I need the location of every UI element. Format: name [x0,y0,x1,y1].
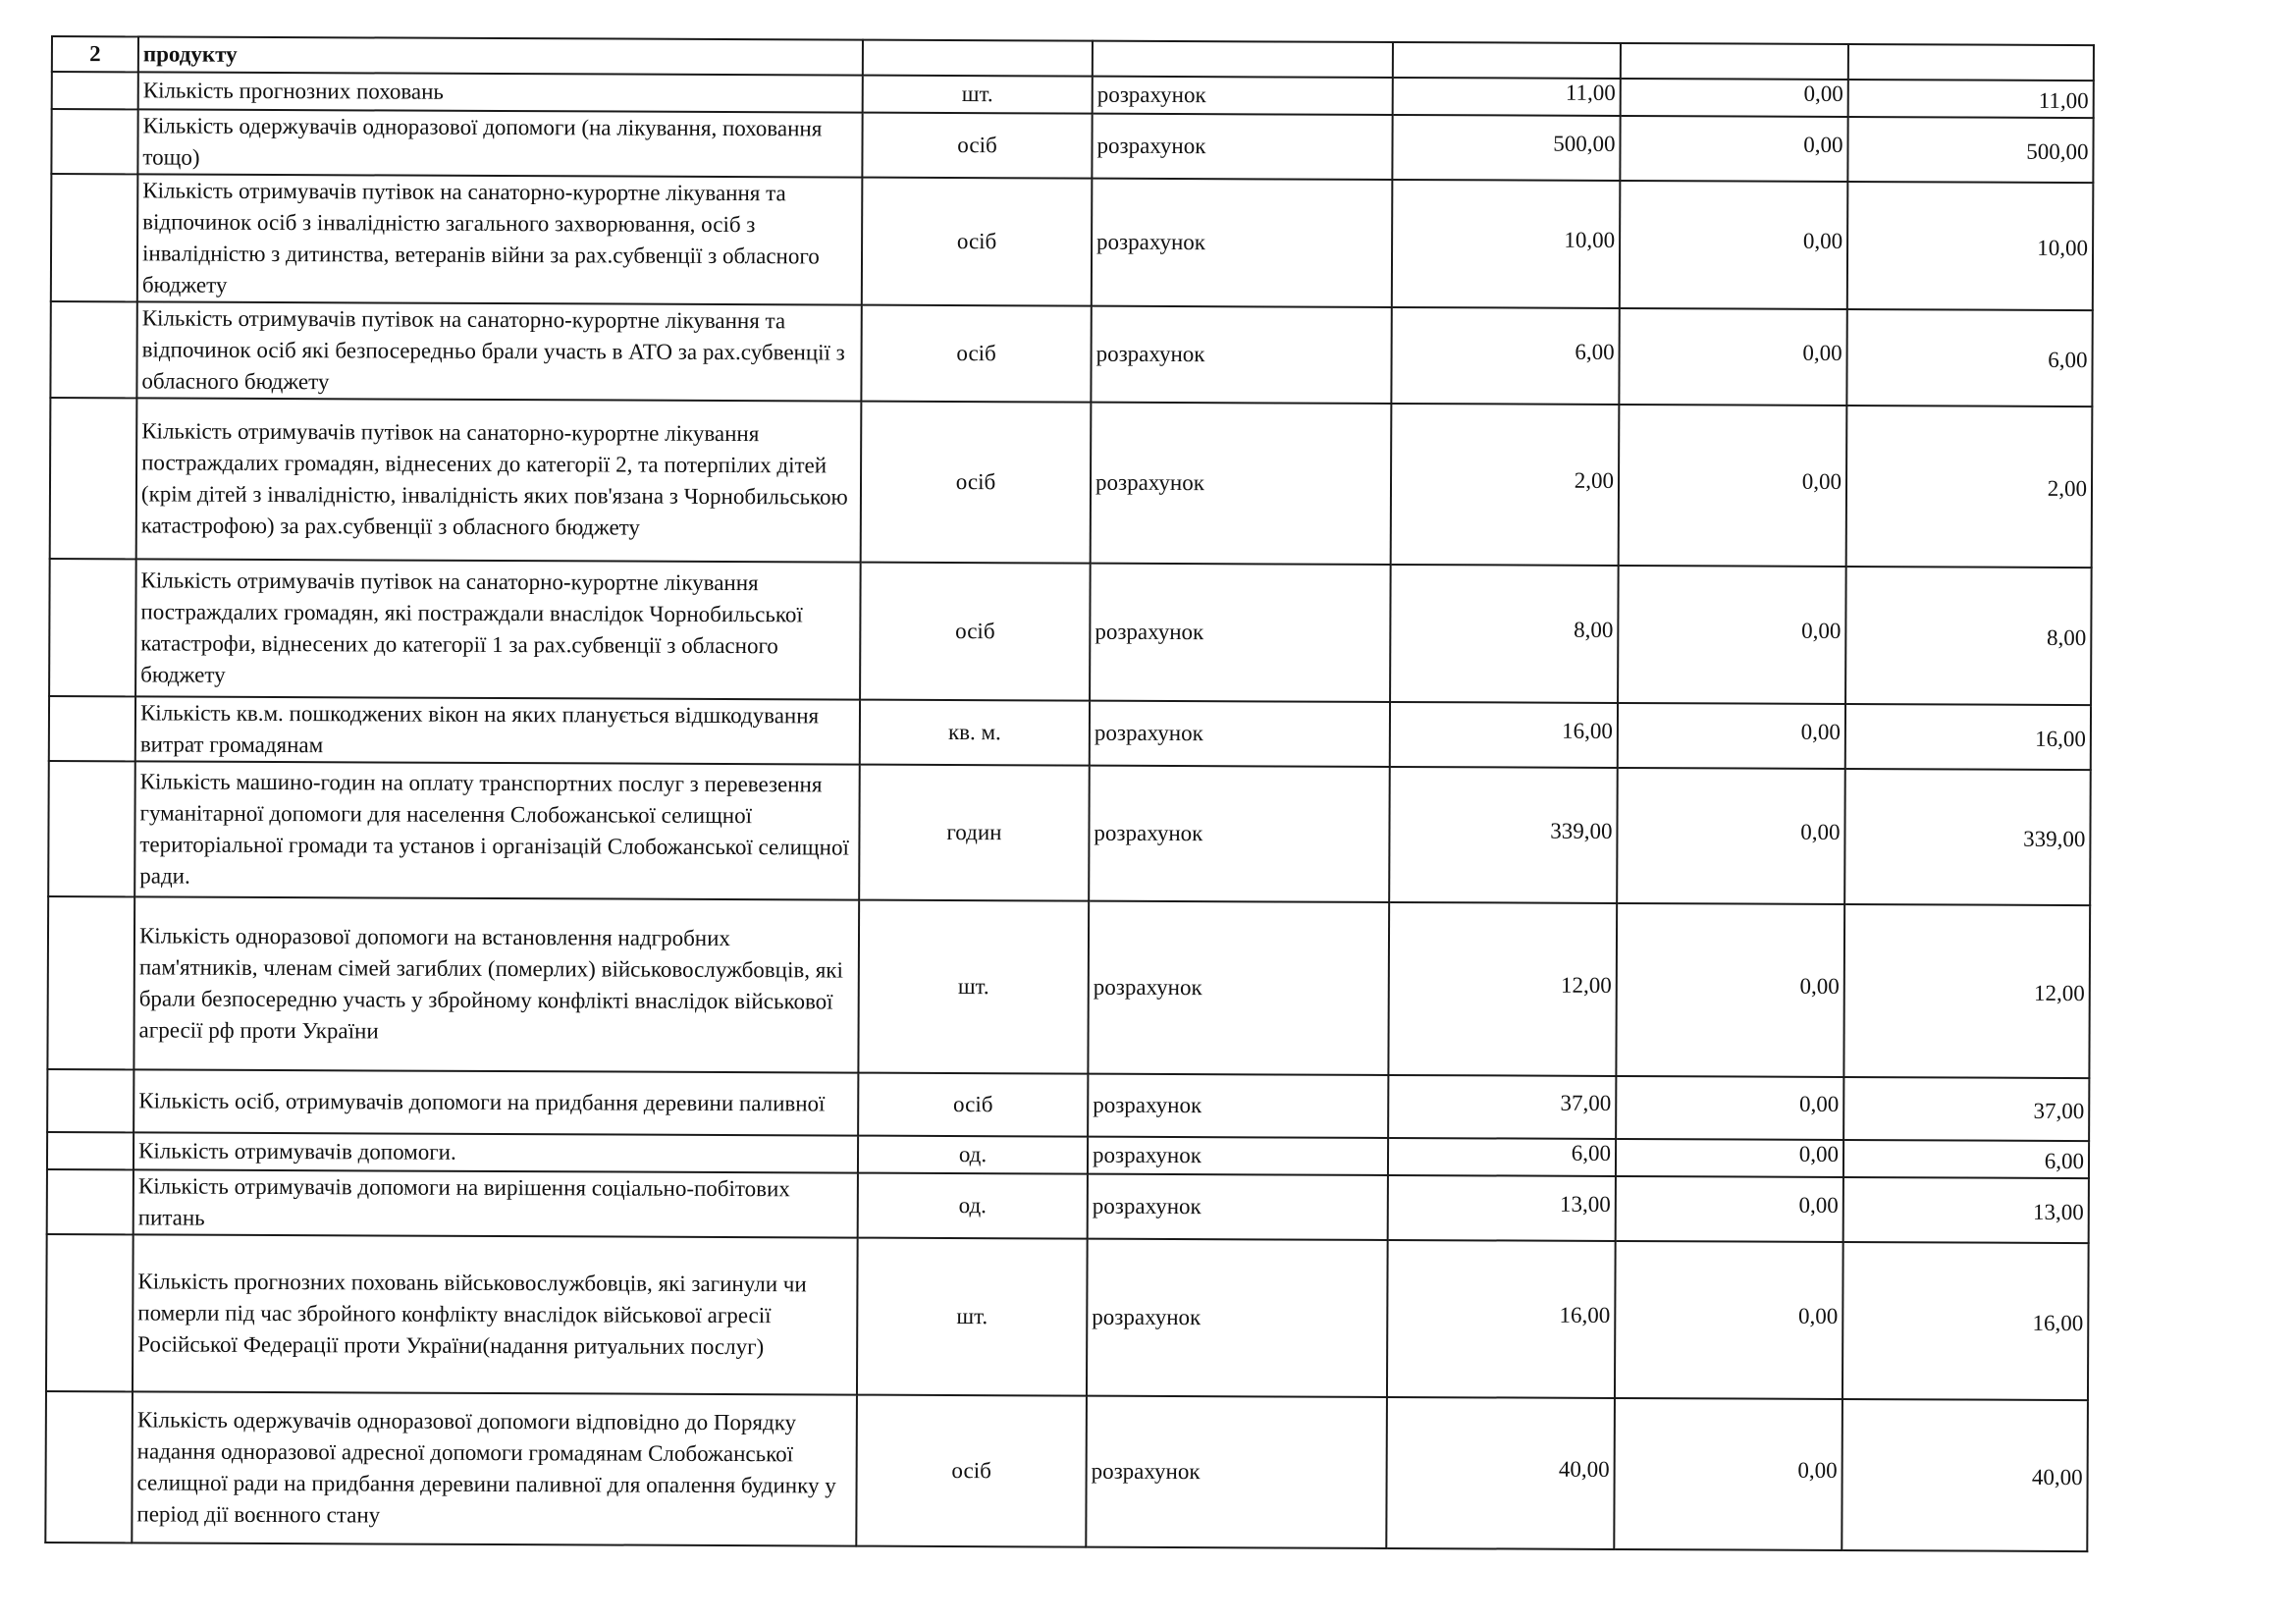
data-source: розрахунок [1087,1239,1388,1397]
empty-cell [863,40,1093,77]
value-general-fund-text: 37,00 [1560,1090,1612,1115]
value-general-fund [1388,1075,1616,1139]
row-number-cell [47,1069,133,1132]
value-special-fund-text: 0,00 [1800,819,1841,844]
data-source: розрахунок [1088,1074,1388,1138]
indicator-name: Кількість осіб, отримувачів допомоги на придбання деревини паливної [133,1069,858,1135]
indicator-name: Кількість прогнозних поховань військовослужбовців, які загинули чи померли під час збройного конфлікту внаслідок військової агресії Російської Федерації проти України(надання ритуальних послуг) [133,1234,858,1394]
value-special-fund [1618,703,1845,769]
value-general-fund-text: 6,00 [1571,1140,1612,1165]
indicator-name: Кількість отримувачів допомоги. [133,1132,858,1172]
value-special-fund [1619,405,1847,567]
data-source: розрахунок [1091,306,1391,404]
row-number-cell [46,1234,133,1391]
value-special-fund-text: 0,00 [1798,1091,1840,1116]
indicator-name: Кількість отримувачів путівок на санаторно-курортне лікування та відпочинок осіб які безпосередньо брали участь в АТО за рах.субвенції з обласного бюджету [136,301,861,401]
value-special-fund-text: 0,00 [1800,719,1841,744]
value-special-fund-text: 0,00 [1798,1303,1839,1328]
section-title: продукту [138,36,863,75]
table-row [46,1234,2089,1400]
row-number-cell [52,72,138,109]
unit-of-measure: од. [858,1136,1088,1174]
value-special-fund [1620,116,1847,182]
indicator-name: Кількість отримувачів путівок на санаторно-курортне лікування та відпочинок осіб з інвалідністю загального захворювання, осіб з інвалідністю з дитинства, ветеранів війни за рах.субвенції з обласного бюджету [137,174,863,304]
data-source: розрахунок [1093,77,1393,115]
value-special-fund [1619,308,1846,406]
value-general-fund-text: 2,00 [1574,467,1615,493]
value-special-fund-text: 0,00 [1798,1192,1839,1218]
value-special-fund-text: 0,00 [1803,81,1843,106]
indicators-table-body [45,36,2094,1551]
indicator-name: Кількість отримувачів путівок на санаторно-курортне лікування постраждалих громадян, які постраждали внаслідок Чорнобильської катастрофи, віднесених до категорії 1 за рах.субвенції з обласного бюджету [135,559,861,699]
value-general-fund-text: 16,00 [1559,1302,1611,1327]
value-special-fund-text: 0,00 [1799,973,1840,999]
value-total-text: 40,00 [2031,1464,2083,1490]
row-number-cell [47,896,134,1069]
table-row [51,174,2094,310]
indicator-name: Кількість прогнозних поховань [138,72,863,112]
value-general-fund [1390,565,1619,703]
table-row [45,1391,2088,1551]
data-source: розрахунок [1091,403,1392,565]
indicator-name: Кількість отримувачів путівок на санаторно-курортне лікування постраждалих громадян, віднесених до категорії 2, та потерпілих дітей (крім дітей з інвалідністю, інвалідність яких пов'язана з Чорнобильською катастрофою) за рах.субвенції з обласного бюджету [136,398,862,562]
value-total [1843,904,2090,1078]
value-special-fund-text: 0,00 [1802,228,1843,253]
data-source: розрахунок [1090,701,1390,767]
value-special-fund [1620,181,1848,309]
unit-of-measure: годин [859,765,1090,901]
value-total [1845,567,2092,705]
row-number-cell [51,109,137,174]
value-total-text: 16,00 [2032,1310,2084,1336]
unit-of-measure: осіб [862,113,1092,179]
empty-cell [1621,43,1848,80]
value-total-text: 13,00 [2032,1199,2084,1225]
row-number-cell [49,696,135,761]
value-total-text: 16,00 [2035,726,2086,752]
row-number-cell [48,761,135,896]
value-total-text: 10,00 [2037,235,2089,261]
value-general-fund [1391,404,1620,566]
value-total-text: 339,00 [2023,826,2086,852]
row-number-cell [47,1132,133,1169]
data-source: розрахунок [1090,564,1391,702]
unit-of-measure: осіб [861,305,1091,403]
table-row [47,896,2090,1078]
unit-of-measure: осіб [858,1073,1088,1137]
unit-of-measure: осіб [856,1395,1087,1547]
value-general-fund-text: 500,00 [1553,131,1616,156]
value-general-fund [1388,1175,1616,1241]
empty-cell [1393,42,1621,79]
value-total [1846,309,2092,406]
data-source: розрахунок [1092,179,1393,307]
value-special-fund [1614,1398,1842,1550]
value-general-fund [1391,307,1619,405]
value-total [1847,117,2093,183]
value-special-fund-text: 0,00 [1802,340,1842,365]
value-total [1844,769,2091,905]
data-source: розрахунок [1088,1137,1388,1175]
value-total [1842,1399,2088,1551]
indicator-name: Кількість одержувачів одноразової допомоги (на лікування, поховання тощо) [137,109,862,177]
value-special-fund [1621,79,1848,117]
value-special-fund-text: 0,00 [1803,132,1843,157]
data-source: розрахунок [1088,1174,1388,1240]
value-total-text: 6,00 [2044,1148,2085,1174]
table-row [50,301,2092,406]
value-general-fund [1390,702,1618,768]
unit-of-measure: осіб [861,402,1092,564]
row-number-cell [47,1169,133,1234]
indicator-name: Кількість кв.м. пошкоджених вікон на яких планується відшкодування витрат громадянам [135,696,860,764]
value-total [1843,1177,2089,1243]
value-general-fund [1388,1138,1616,1176]
value-total [1847,182,2094,310]
value-general-fund-text: 16,00 [1562,718,1613,743]
value-total-text: 6,00 [2048,347,2088,373]
table-row [51,109,2093,183]
value-general-fund [1392,180,1621,308]
value-special-fund-text: 0,00 [1801,618,1842,643]
value-special-fund [1617,768,1845,904]
section-number: 2 [52,36,138,72]
value-general-fund-text: 40,00 [1558,1456,1610,1482]
value-general-fund [1392,115,1620,181]
row-number-cell [49,559,136,696]
unit-of-measure: шт. [857,1238,1088,1396]
empty-cell [1848,44,2094,81]
value-total-text: 37,00 [2033,1098,2085,1124]
value-general-fund-text: 8,00 [1574,617,1614,642]
value-special-fund-text: 0,00 [1797,1457,1838,1483]
indicators-table [44,35,2095,1552]
value-special-fund [1618,566,1846,704]
value-general-fund-text: 12,00 [1560,972,1612,998]
value-total [1846,406,2093,568]
value-general-fund-text: 13,00 [1560,1191,1611,1217]
value-general-fund-text: 6,00 [1575,339,1615,364]
row-number-cell [50,398,137,559]
empty-cell [1093,41,1393,78]
value-general-fund [1389,767,1618,903]
value-total [1842,1242,2089,1400]
unit-of-measure: шт. [858,900,1089,1074]
value-total-text: 8,00 [2047,624,2087,651]
value-total [1848,80,2094,118]
row-number-cell [51,174,138,301]
unit-of-measure: шт. [863,76,1093,114]
table-row [48,761,2091,905]
value-general-fund-text: 10,00 [1564,227,1616,252]
value-special-fund-text: 0,00 [1798,1141,1840,1166]
table-row [49,696,2091,770]
value-special-fund [1616,1076,1843,1140]
indicator-name: Кількість машино-годин на оплату транспортних послуг з перевезення гуманітарної допомоги для населення Слобожанської селищної територіальної громади та установ і організацій Слобожанської селищної ради. [134,761,860,899]
value-special-fund [1615,1241,1843,1399]
table-row [50,398,2093,568]
value-general-fund [1387,1240,1616,1398]
value-general-fund-text: 339,00 [1550,818,1613,843]
unit-of-measure: кв. м. [860,700,1090,766]
unit-of-measure: осіб [860,563,1091,701]
value-total-text: 2,00 [2047,475,2088,502]
value-total [1843,1140,2089,1178]
indicator-name: Кількість одержувачів одноразової допомоги відповідно до Порядку надання одноразової адресної допомоги громадянам Слобожанської селищної ради на придбання деревини паливної для опалення будинку у період дії воєнного стану [132,1391,857,1545]
value-special-fund-text: 0,00 [1801,468,1842,494]
row-number-cell [45,1391,133,1543]
value-special-fund [1616,1139,1843,1177]
value-general-fund [1388,902,1617,1076]
value-general-fund [1386,1397,1615,1549]
value-general-fund [1393,78,1621,116]
indicator-name: Кількість отримувачів допомоги на вирішення соціально-побітових питань [133,1169,858,1237]
value-special-fund [1616,903,1844,1077]
value-total [1843,1077,2089,1141]
table-row [47,1069,2089,1141]
data-source: розрахунок [1089,766,1390,902]
table-row [49,559,2092,705]
data-source: розрахунок [1092,114,1392,180]
table-row [47,1169,2089,1243]
data-source: розрахунок [1088,901,1389,1075]
row-number-cell [50,301,136,398]
value-total [1845,704,2091,770]
data-source: розрахунок [1086,1396,1387,1548]
unit-of-measure: осіб [862,178,1093,306]
unit-of-measure: од. [858,1173,1088,1239]
value-total-text: 12,00 [2033,980,2085,1006]
value-total-text: 500,00 [2026,138,2089,165]
indicator-name: Кількість одноразової допомоги на встановлення надгробних пам'ятників, членам сімей загиблих (померлих) військовослужбовців, які брали безпосередню участь у збройному конфлікті внаслідок військової агресії рф проти України [133,896,859,1072]
value-general-fund-text: 11,00 [1565,80,1616,105]
value-total-text: 11,00 [2038,87,2089,114]
value-special-fund [1616,1176,1843,1242]
